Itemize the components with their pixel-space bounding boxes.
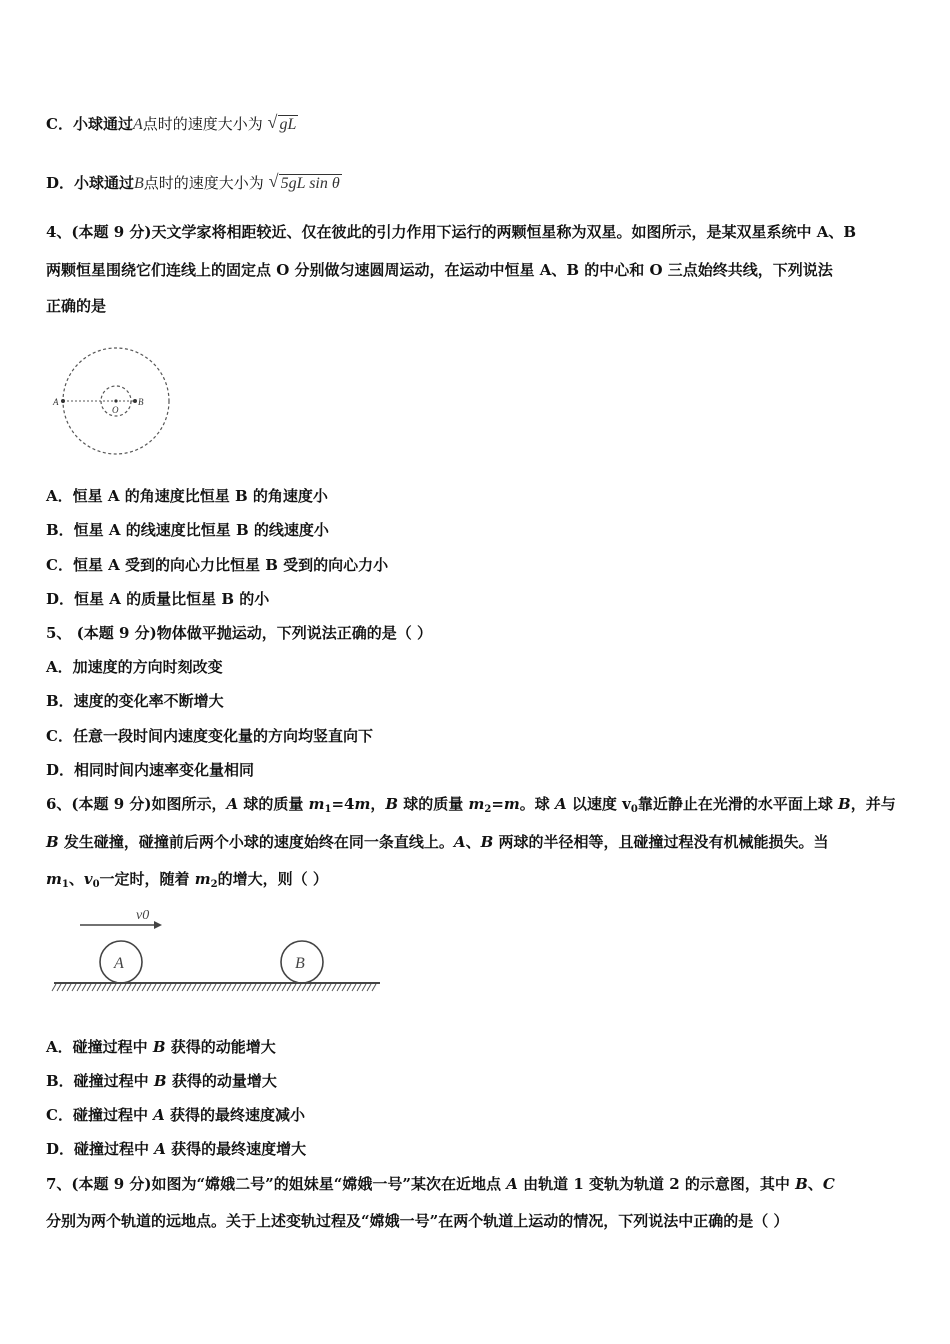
label-b: B bbox=[138, 397, 144, 407]
hatch-mark bbox=[257, 984, 261, 991]
hatch-mark bbox=[177, 984, 181, 991]
velocity-arrowhead bbox=[154, 921, 162, 929]
q7-stem-line-2: 分别为两个轨道的远地点。关于上述变轨过程及“嫦娥一号”在两个轨道上运动的情况，下列说法中正确的是（ ） bbox=[46, 1212, 789, 1230]
q4-stem-line-3: 正确的是 bbox=[46, 297, 107, 315]
hatch-mark bbox=[222, 984, 226, 991]
q3-option-d-formula: √ 5gL sin θ bbox=[269, 174, 342, 194]
hatch-mark bbox=[307, 984, 311, 991]
hatch-mark bbox=[327, 984, 331, 991]
hatch-mark bbox=[202, 984, 206, 991]
hatch-mark bbox=[302, 984, 306, 991]
hatch-mark bbox=[137, 984, 141, 991]
hatch-mark bbox=[87, 984, 91, 991]
hatch-mark bbox=[227, 984, 231, 991]
q6-option-b: B．碰撞过程中 B 获得的动量增大 bbox=[46, 1072, 277, 1090]
hatch-mark bbox=[322, 984, 326, 991]
hatch-mark bbox=[287, 984, 291, 991]
label-o: O bbox=[112, 405, 119, 415]
hatch-mark bbox=[157, 984, 161, 991]
q4-option-b: B．恒星 A 的线速度比恒星 B 的线速度小 bbox=[46, 521, 329, 539]
q6-stem-line-1: 6、(本题 9 分)如图所示，A 球的质量 $m_1=4m$，B 球的质量 $m_2=m$。球 A 以速度 $v_0$靠近静止在光滑的水平面上球 B，并与 bbox=[46, 795, 896, 815]
q4-stem-line-2: 两颗恒星围绕它们连线上的固定点 O 分别做匀速圆周运动，在运动中恒星 A、B 的中心和 O 三点始终共线，下列说法 bbox=[46, 261, 833, 279]
hatch-mark bbox=[132, 984, 136, 991]
hatch-mark bbox=[192, 984, 196, 991]
q3-option-c-suffix: 点时的速度大小为 bbox=[142, 115, 263, 133]
q5-option-c: C．任意一段时间内速度变化量的方向均竖直向下 bbox=[46, 727, 373, 745]
q3-option-d-prefix: D．小球通过 bbox=[46, 174, 135, 192]
hatch-mark bbox=[147, 984, 151, 991]
q6-option-c: C．碰撞过程中 A 获得的最终速度减小 bbox=[46, 1106, 306, 1124]
q5-option-a: A．加速度的方向时刻改变 bbox=[46, 658, 223, 676]
hatch-mark bbox=[367, 984, 371, 991]
hatch-mark bbox=[267, 984, 271, 991]
hatch-mark bbox=[197, 984, 201, 991]
hatch-mark bbox=[142, 984, 146, 991]
hatch-mark bbox=[172, 984, 176, 991]
hatch-mark bbox=[167, 984, 171, 991]
q5-option-b: B．速度的变化率不断增大 bbox=[46, 692, 224, 710]
hatch-mark bbox=[187, 984, 191, 991]
hatch-mark bbox=[347, 984, 351, 991]
hatch-mark bbox=[162, 984, 166, 991]
hatch-mark bbox=[122, 984, 126, 991]
center-o bbox=[114, 399, 117, 402]
q5-option-d: D．相同时间内速率变化量相同 bbox=[46, 761, 255, 779]
hatch-mark bbox=[182, 984, 186, 991]
hatch-mark bbox=[272, 984, 276, 991]
q4-option-c: C．恒星 A 受到的向心力比恒星 B 受到的向心力小 bbox=[46, 556, 389, 574]
hatch-mark bbox=[52, 984, 56, 991]
q3-option-c-prefix: C．小球通过 bbox=[46, 115, 133, 133]
hatch-mark bbox=[127, 984, 131, 991]
hatch-mark bbox=[292, 984, 296, 991]
hatch-mark bbox=[117, 984, 121, 991]
hatch-mark bbox=[207, 984, 211, 991]
ball-b-label: B bbox=[295, 955, 305, 972]
q3-option-d bbox=[46, 173, 342, 194]
hatch-mark bbox=[362, 984, 366, 991]
ball-a-label: A bbox=[114, 955, 124, 972]
hatch-mark bbox=[242, 984, 246, 991]
hatch-mark bbox=[107, 984, 111, 991]
hatch-mark bbox=[102, 984, 106, 991]
hatch-mark bbox=[152, 984, 156, 991]
hatch-mark bbox=[237, 984, 241, 991]
q3-option-c-formula: √ gL bbox=[268, 115, 299, 135]
q3-option-c bbox=[46, 114, 298, 135]
hatch-mark bbox=[277, 984, 281, 991]
hatch-mark bbox=[352, 984, 356, 991]
hatch-mark bbox=[232, 984, 236, 991]
hatch-mark bbox=[72, 984, 76, 991]
hatch-mark bbox=[372, 984, 376, 991]
hatch-mark bbox=[97, 984, 101, 991]
hatch-mark bbox=[252, 984, 256, 991]
hatch-mark bbox=[247, 984, 251, 991]
hatch-mark bbox=[282, 984, 286, 991]
hatch-mark bbox=[357, 984, 361, 991]
hatch-mark bbox=[312, 984, 316, 991]
hatch-mark bbox=[317, 984, 321, 991]
collision-figure bbox=[50, 903, 385, 998]
binary-star-figure bbox=[50, 335, 180, 465]
label-a: A bbox=[53, 397, 59, 407]
q6-stem-line-2: B 发生碰撞，碰撞前后两个小球的速度始终在同一条直线上。A、B 两球的半径相等，且碰撞过程没有机械能损失。当 bbox=[46, 833, 829, 851]
velocity-label: v0 bbox=[136, 908, 150, 923]
hatch-mark bbox=[262, 984, 266, 991]
q3-option-c-point: A bbox=[132, 116, 143, 133]
hatch-mark bbox=[57, 984, 61, 991]
hatch-mark bbox=[297, 984, 301, 991]
q3-option-d-suffix: 点时的速度大小为 bbox=[143, 174, 264, 192]
q4-option-a: A．恒星 A 的角速度比恒星 B 的角速度小 bbox=[46, 487, 328, 505]
q7-stem-line-1: 7、(本题 9 分)如图为“嫦娥二号”的姐妹星“嫦娥一号”某次在近地点 A 由轨道 1 变轨为轨道 2 的示意图，其中 B、C bbox=[46, 1175, 835, 1193]
q6-option-a: A．碰撞过程中 B 获得的动能增大 bbox=[46, 1038, 276, 1056]
hatch-mark bbox=[112, 984, 116, 991]
ground-hatching bbox=[52, 984, 376, 991]
hatch-mark bbox=[62, 984, 66, 991]
hatch-mark bbox=[92, 984, 96, 991]
hatch-mark bbox=[212, 984, 216, 991]
q3-option-d-point: B bbox=[134, 175, 144, 192]
hatch-mark bbox=[332, 984, 336, 991]
hatch-mark bbox=[82, 984, 86, 991]
star-b bbox=[133, 399, 137, 403]
star-a bbox=[61, 399, 65, 403]
q6-stem-line-3: $m_1$、$v_0$一定时，随着 $m_2$的增大，则（ ） bbox=[46, 870, 328, 890]
q5-stem: 5、 (本题 9 分)物体做平抛运动，下列说法正确的是（ ） bbox=[46, 624, 432, 642]
q4-option-d: D．恒星 A 的质量比恒星 B 的小 bbox=[46, 590, 270, 608]
hatch-mark bbox=[67, 984, 71, 991]
hatch-mark bbox=[342, 984, 346, 991]
hatch-mark bbox=[77, 984, 81, 991]
q6-option-d: D．碰撞过程中 A 获得的最终速度增大 bbox=[46, 1140, 307, 1158]
hatch-mark bbox=[337, 984, 341, 991]
hatch-mark bbox=[217, 984, 221, 991]
q4-stem-line-1: 4、(本题 9 分)天文学家将相距较近、仅在彼此的引力作用下运行的两颗恒星称为双星。如图所示，是某双星系统中 A、B bbox=[46, 223, 857, 241]
